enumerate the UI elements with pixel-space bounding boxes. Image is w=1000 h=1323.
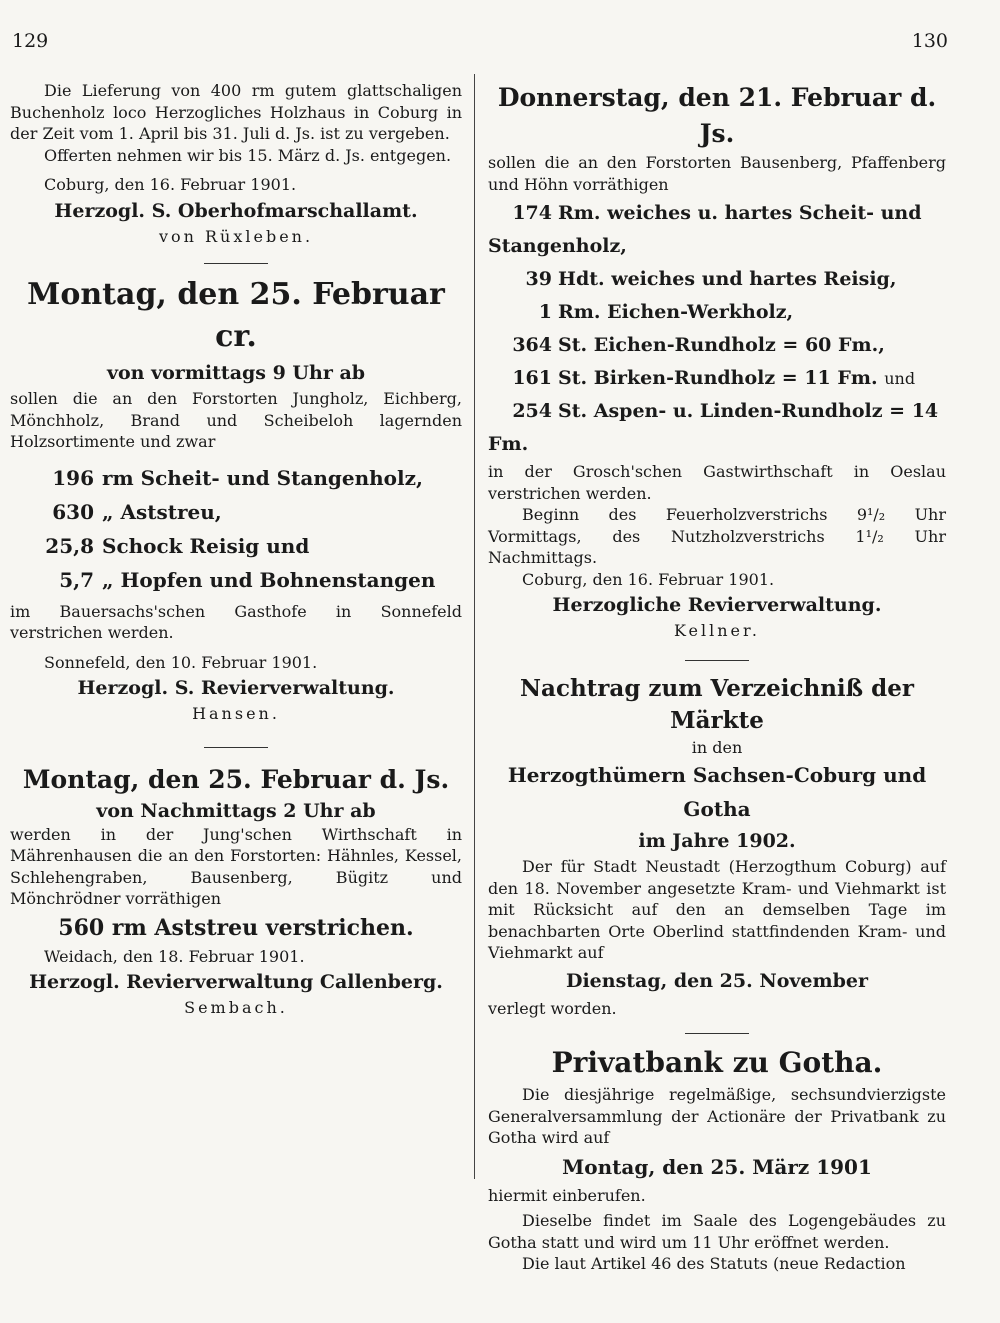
authority: Herzogl. S. Revierverwaltung.: [77, 677, 395, 699]
subhead: von Nachmittags 2 Uhr ab: [96, 799, 376, 822]
separator-rule: [685, 660, 749, 661]
notice-body: Der für Stadt Neustadt (Herzogthum Coburg) auf den 18. November angesetzte Kram- und Viehmarkt ist mit Rücksicht auf den an demselben Tage im benachbarten Orte Oberlind stattfindenden Kram- und Viehmarkt auf: [488, 857, 946, 962]
authority: Herzogl. S. Oberhofmarschallamt.: [54, 199, 418, 222]
market-date: Dienstag, den 25. November: [565, 969, 869, 992]
lot-list: [488, 197, 946, 461]
dateline: Sonnefeld, den 10. Februar 1901.: [44, 652, 318, 672]
list-item: 161 St. Birken-Rundholz = 11 Fm. und: [512, 367, 916, 389]
headline: Montag, den 25. Februar d. Js.: [22, 764, 450, 794]
headline: Nachtrag zum Verzeichniß der Märkte: [520, 674, 914, 734]
notice-text: Die Lieferung von 400 rm gutem glattschaligen Buchenholz loco Herzogliches Holzhaus in Coburg in der Zeit vom 1. April bis 31. Juli d. Js. ist zu vergeben.: [10, 81, 462, 143]
separator-rule: [204, 263, 268, 264]
list-item: 364 St. Eichen-Rundholz = 60 Fm.,: [512, 334, 885, 356]
headline-line-2: in den: [691, 737, 743, 757]
headline: Privatbank zu Gotha.: [551, 1046, 883, 1079]
notice-emphasis: 560 rm Aststreu verstrichen.: [58, 914, 414, 941]
offer-deadline: Offerten nehmen wir bis 15. März d. Js. entgegen.: [44, 145, 452, 165]
signatory: Sembach.: [184, 998, 288, 1017]
list-item: 196 rm Scheit- und Stangenholz,: [52, 465, 423, 490]
headline: Donnerstag, den 21. Februar d. Js.: [497, 83, 937, 148]
separator-rule: [204, 747, 268, 748]
list-item: 630 „ Aststreu,: [52, 499, 222, 524]
notice-venue: Dieselbe findet im Saale des Logengebäudes zu Gotha statt und wird um 11 Uhr eröffnet werden.: [488, 1211, 946, 1252]
notice-buchenholz: [10, 80, 462, 247]
list-item: 25,8 Schock Reisig und: [45, 533, 310, 558]
notice-intro: sollen die an den Forstorten Jungholz, Eichberg, Mönchholz, Brand und Scheibeloh lagernden Holzsortimente und zwar: [10, 389, 462, 451]
list-item: 254 St. Aspen- u. Linden-Rundholz = 14 Fm.: [488, 400, 939, 455]
list-item: 39 Hdt. weiches und hartes Reisig,: [525, 268, 897, 290]
notice-body: Die diesjährige regelmäßige, sechsundvierzigste Generalversammlung der Actionäre der Privatbank zu Gotha wird auf: [488, 1085, 946, 1147]
subhead: von vormittags 9 Uhr ab: [106, 362, 366, 384]
signatory: von Rüxleben.: [158, 226, 314, 246]
notice-times: Beginn des Feuerholzverstrichs 9¹/₂ Uhr Vormittags, des Nutzholzverstrichs 1¹/₂ Uhr Nachmittags.: [488, 505, 946, 567]
headline-line-3: Herzogthümern Sachsen-Coburg und Gotha: [507, 763, 927, 821]
notice-intro: sollen die an den Forstorten Bausenberg, Pfaffenberg und Höhn vorräthigen: [488, 153, 946, 194]
right-column: [488, 80, 946, 1275]
notice-outro: im Bauersachs'schen Gasthofe in Sonnefeld verstrichen werden.: [10, 601, 462, 642]
item-list: [10, 461, 462, 597]
authority: Herzogl. Revierverwaltung Callenberg.: [29, 971, 443, 993]
authority: Herzogliche Revierverwaltung.: [552, 594, 882, 616]
notice-intro: werden in der Jung'schen Wirthschaft in Mährenhausen die an den Forstorten: Hähnles, Kessel, Schlehengraben, Bausenberg, Bügitz und Mönchrödner vorräthigen: [10, 824, 462, 908]
signatory: Hansen.: [192, 704, 280, 723]
notice-montag-vormittag: [10, 274, 462, 725]
notice-privatbank: [488, 1042, 946, 1275]
left-column: [10, 80, 462, 1019]
signatory: Kellner.: [674, 621, 760, 640]
notice-convened: hiermit einberufen.: [488, 1185, 646, 1205]
column-divider: [474, 74, 475, 1179]
dateline: Coburg, den 16. Februar 1901.: [522, 569, 775, 589]
headline-line-4: im Jahre 1902.: [638, 830, 796, 852]
notice-statute: Die laut Artikel 46 des Statuts (neue Redaction: [522, 1254, 906, 1273]
notice-outro: in der Grosch'schen Gastwirthschaft in Oeslau verstrichen werden.: [488, 462, 946, 503]
list-item: 5,7 „ Hopfen und Bohnenstangen: [59, 567, 436, 592]
page-number-right: 130: [911, 30, 948, 52]
notice-donnerstag: [488, 80, 946, 642]
page-number-left: 129: [12, 30, 49, 52]
notice-closing: verlegt worden.: [488, 998, 617, 1018]
dateline: Weidach, den 18. Februar 1901.: [44, 946, 305, 966]
separator-rule: [685, 1033, 749, 1034]
headline: Montag, den 25. Februar cr.: [27, 277, 445, 354]
list-item: 1 Rm. Eichen-Werkholz,: [538, 301, 794, 323]
meeting-date: Montag, den 25. März 1901: [562, 1154, 872, 1179]
notice-maerkte: [488, 673, 946, 1020]
dateline: Coburg, den 16. Februar 1901.: [44, 175, 297, 194]
list-item: 174 Rm. weiches u. hartes Scheit- und Stangenholz,: [488, 202, 922, 257]
notice-montag-nachmittag: [10, 762, 462, 1019]
